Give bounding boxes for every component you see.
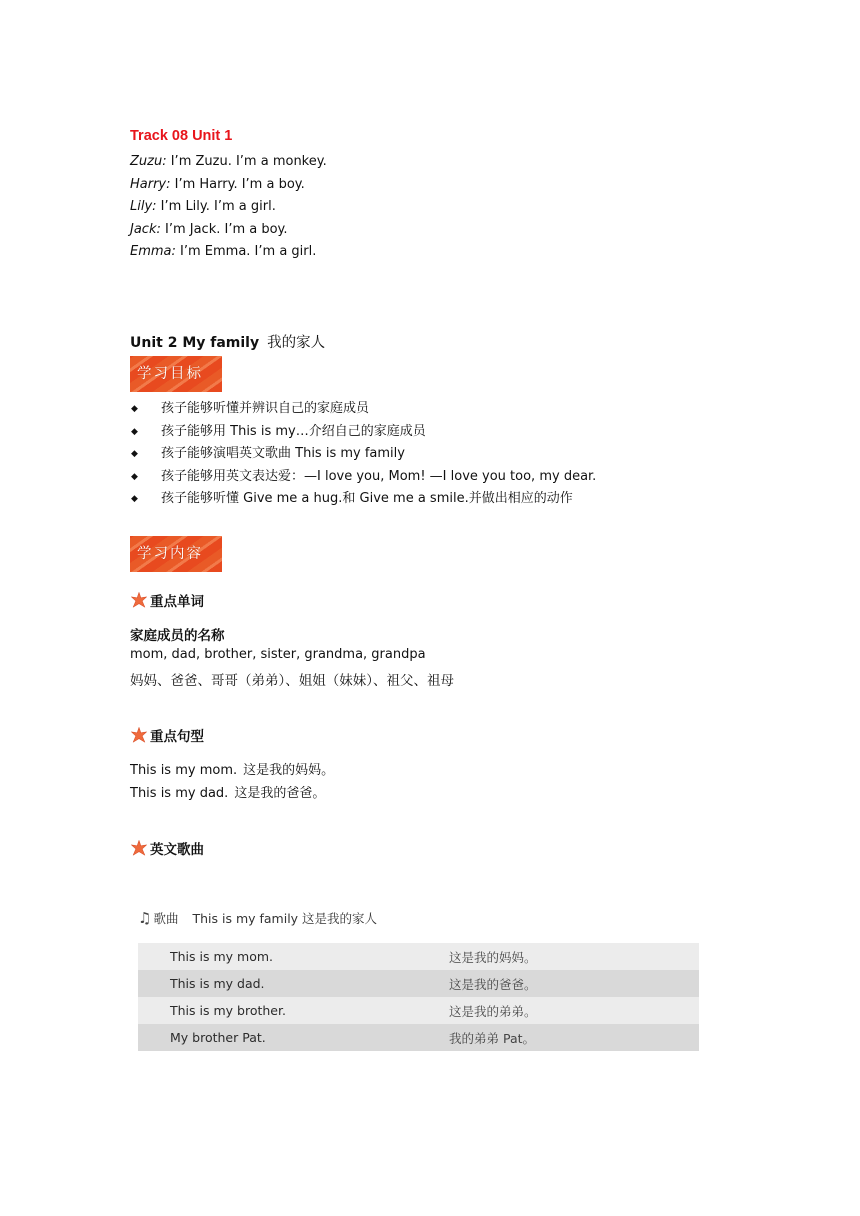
dialogue-line <box>130 219 327 242</box>
section-title: 重点单词 <box>150 594 204 610</box>
sentence-en: This is my mom. <box>130 763 238 778</box>
sentence-en: This is my dad. <box>130 785 229 801</box>
sentence <box>130 760 334 783</box>
song-label: 歌曲 <box>153 911 179 926</box>
lyric-en: My brother Pat. <box>170 1030 266 1045</box>
vocab-words: mom, dad, brother, sister, grandma, grandpa <box>130 647 426 662</box>
music-note-icon: ♫ <box>138 909 152 927</box>
lyric-cn: 这是我的爸爸。 <box>449 976 537 992</box>
line-text: I’m Zuzu. I’m a monkey. <box>166 154 327 169</box>
goal-text: 孩子能够演唱英文歌曲 This is my family <box>161 446 405 462</box>
sentence-cn: 这是我的妈妈。 <box>243 763 335 778</box>
section-sentences <box>130 725 204 745</box>
unit-title-cn: 我的家人 <box>267 335 326 351</box>
track-title: Track 08 Unit 1 <box>130 128 233 144</box>
goal-text: 孩子能够听懂并辨识自己的家庭成员 <box>161 401 370 416</box>
speaker: Harry: <box>130 176 171 192</box>
table-row <box>138 997 699 1024</box>
goal-text: 孩子能够用英文表达爱：—I love you, Mom! —I love you too, my dear. <box>161 468 597 484</box>
list-item <box>130 466 596 489</box>
dialogue-line <box>130 241 327 264</box>
section-vocab <box>130 590 204 610</box>
list-item <box>130 443 596 466</box>
list-item <box>130 488 596 511</box>
unit-title <box>130 331 325 352</box>
content-banner: 学习内容 <box>130 536 222 572</box>
lyrics-table <box>138 943 699 1051</box>
speaker: Emma: <box>130 244 176 260</box>
lyric-en: This is my mom. <box>170 949 273 964</box>
line-text: I’m Emma. I’m a girl. <box>175 244 317 260</box>
vocab-words-cn: 妈妈、爸爸、哥哥（弟弟）、姐姐（妹妹）、祖父、祖母 <box>130 673 454 689</box>
list-item <box>130 421 596 444</box>
line-text: I’m Harry. I’m a boy. <box>170 176 305 192</box>
section-title: 重点句型 <box>150 729 204 745</box>
goal-text: 孩子能够听懂 Give me a hug.和 Give me a smile.并做出相应的动作 <box>161 491 573 507</box>
line-text: I’m Lily. I’m a girl. <box>156 199 276 215</box>
bullet-icon: ◆ <box>131 494 138 505</box>
speaker: Jack: <box>130 221 161 237</box>
lyric-en: This is my dad. <box>170 976 265 991</box>
lyric-cn: 我的弟弟 Pat。 <box>449 1030 536 1046</box>
section-title: 英文歌曲 <box>150 842 204 858</box>
vocab-heading: 家庭成员的名称 <box>130 628 225 644</box>
bullet-icon: ◆ <box>131 404 138 414</box>
goals-banner: 学习目标 <box>130 356 222 392</box>
table-row <box>138 970 699 997</box>
song-name: This is my family 这是我的家人 <box>192 911 378 926</box>
bullet-icon: ◆ <box>131 471 138 482</box>
table-row <box>138 943 699 970</box>
speaker: Lily: <box>130 199 157 215</box>
bullet-icon: ◆ <box>131 426 138 437</box>
speaker: Zuzu: <box>130 154 167 169</box>
unit-title-en: Unit 2 My family <box>130 335 260 351</box>
starfish-icon <box>130 726 148 744</box>
dialogue-line <box>130 174 327 197</box>
goal-text: 孩子能够用 This is my…介绍自己的家庭成员 <box>161 423 426 439</box>
dialogue-line <box>130 196 327 219</box>
table-row <box>138 1024 699 1051</box>
lyric-cn: 这是我的妈妈。 <box>449 949 537 965</box>
sentence-cn: 这是我的爸爸。 <box>234 785 326 801</box>
dialogue <box>130 151 327 264</box>
goals-list <box>130 398 596 511</box>
lyric-en: This is my brother. <box>170 1003 286 1018</box>
bullet-icon: ◆ <box>131 449 138 460</box>
song-title <box>138 909 377 927</box>
dialogue-line <box>130 151 327 174</box>
starfish-icon <box>130 839 148 857</box>
line-text: I’m Jack. I’m a boy. <box>160 221 288 237</box>
starfish-icon <box>130 591 148 609</box>
lyric-cn: 这是我的弟弟。 <box>449 1003 537 1019</box>
sentences <box>130 760 334 805</box>
list-item <box>130 398 596 421</box>
section-song <box>130 838 204 858</box>
sentence <box>130 783 334 806</box>
